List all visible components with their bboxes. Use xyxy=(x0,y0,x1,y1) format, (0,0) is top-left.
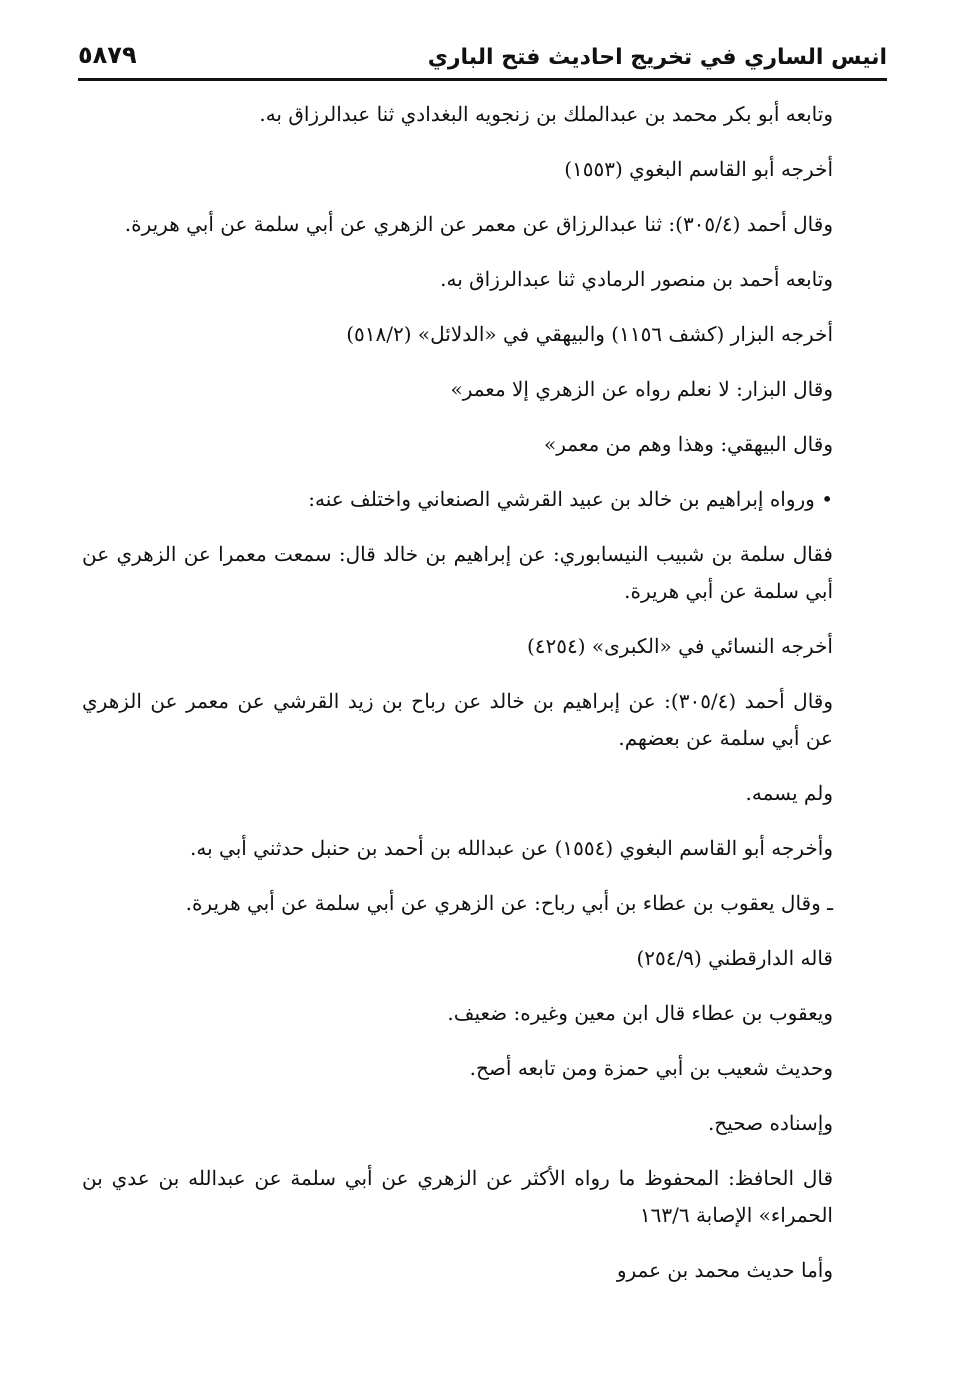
body-text xyxy=(82,96,887,1307)
paragraph: ـ وقال يعقوب بن عطاء بن أبي رباح: عن الزهري عن أبي سلمة عن أبي هريرة. xyxy=(185,891,833,915)
paragraph: وقال أحمد (٣٠٥/٤): عن إبراهيم بن خالد عن رباح بن زيد القرشي عن معمر عن الزهري عن أبي سلمة عن بعضهم. xyxy=(82,689,834,750)
paragraph: قال الحافظ: المحفوظ ما رواه الأكثر عن الزهري عن أبي سلمة عن عبدالله بن عدي بن الحمراء» الإصابة ١٦٣/٦ xyxy=(82,1166,833,1227)
paragraph: وحديث شعيب بن أبي حمزة ومن تابعه أصح. xyxy=(469,1056,833,1080)
paragraph: فقال سلمة بن شبيب النيسابوري: عن إبراهيم بن خالد قال: سمعت معمرا عن الزهري عن أبي سلمة عن أبي هريرة. xyxy=(82,542,833,603)
paragraph: • ورواه إبراهيم بن خالد بن عبيد القرشي الصنعاني واختلف عنه: xyxy=(308,487,833,511)
page-number: ٥٨٧٩ xyxy=(78,41,137,69)
book-title: انيس الساري في تخريج احاديث فتح الباري xyxy=(427,45,887,70)
paragraph: ويعقوب بن عطاء قال ابن معين وغيره: ضعيف. xyxy=(447,1001,833,1025)
paragraph: وقال البيهقي: وهذا وهم من معمر» xyxy=(543,432,833,456)
paragraph: وتابعه أبو بكر محمد بن عبدالملك بن زنجويه البغدادي ثنا عبدالرزاق به. xyxy=(259,102,833,126)
paragraph: وإسناده صحيح. xyxy=(707,1111,833,1135)
header-rule xyxy=(78,78,887,81)
paragraph: أخرجه البزار (كشف ١١٥٦) والبيهقي في «الدلائل» (٥١٨/٢) xyxy=(346,322,833,346)
paragraph: وتابعه أحمد بن منصور الرمادي ثنا عبدالرزاق به. xyxy=(440,267,833,291)
paragraph: ولم يسمه. xyxy=(745,781,833,805)
page-header xyxy=(78,36,887,82)
paragraph: أخرجه النسائي في «الكبرى» (٤٢٥٤) xyxy=(526,634,833,658)
paragraph: قاله الدارقطني (٢٥٤/٩) xyxy=(636,946,833,970)
paragraph: أخرجه أبو القاسم البغوي (١٥٥٣) xyxy=(564,157,833,181)
paragraph: وأخرجه أبو القاسم البغوي (١٥٥٤) عن عبدالله بن أحمد بن حنبل حدثني أبي به. xyxy=(190,836,833,860)
paragraph: وقال أحمد (٣٠٥/٤): ثنا عبدالرزاق عن معمر عن الزهري عن أبي سلمة عن أبي هريرة. xyxy=(124,212,833,236)
paragraph: وأما حديث محمد بن عمرو xyxy=(616,1258,833,1282)
paragraph: وقال البزار: لا نعلم رواه عن الزهري إلا معمر» xyxy=(450,377,833,401)
